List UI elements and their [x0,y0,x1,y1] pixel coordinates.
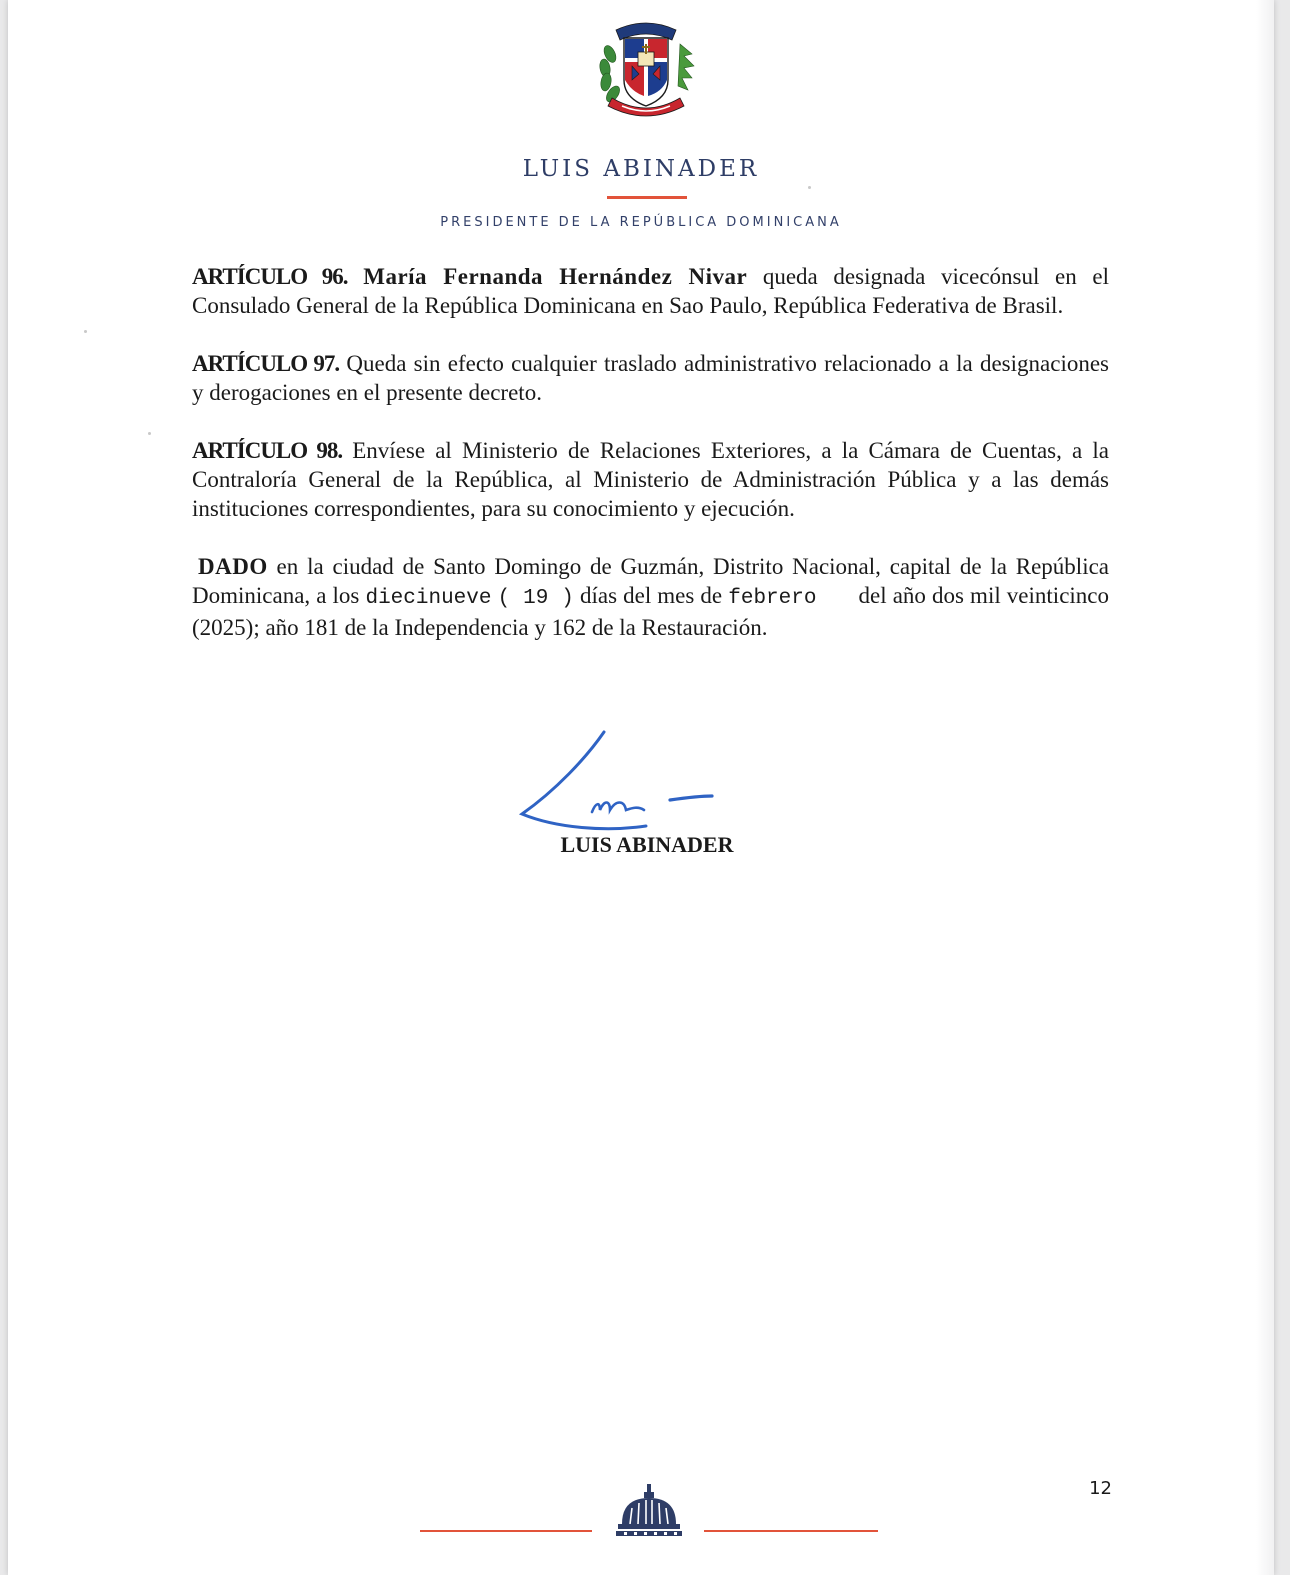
decree-body [192,262,1109,671]
header-subtitle: PRESIDENTE DE LA REPÚBLICA DOMINICANA [440,215,842,230]
article-98-label: ARTÍCULO 98. [192,438,343,463]
dado-clause [192,552,1109,642]
national-palace-dome-icon [616,1484,682,1544]
dado-text-3: del año dos mil veinticinco (2025); año 181 de la Independencia y 162 de la Restauración. [192,583,1109,640]
article-97-text: Queda sin efecto cualquier traslado administrativo relacionado a la designaciones y derogaciones en el presente decreto. [192,351,1109,405]
article-96-person: María Fernanda Hernández Nivar [363,264,748,289]
document-page [8,0,1274,1575]
page-number: 12 [1089,1478,1112,1499]
scan-speck [808,186,811,189]
dado-text-1: en la ciudad de Santo Domingo de Guzmán, Distrito Nacional, capital de la República Dominicana, a los [192,554,1109,608]
article-96 [192,262,1109,320]
signatory-name: LUIS ABINADER [560,832,734,857]
article-96-label: ARTÍCULO 96. [192,264,348,289]
scan-speck [148,432,151,435]
dado-month: febrero [728,587,817,610]
handwritten-signature [516,728,720,832]
page-edge [1256,0,1274,1575]
header-accent-rule [607,196,687,199]
header-president-name: LUIS ABINADER [522,156,760,182]
dado-day-word: diecinueve [365,587,492,610]
article-97-label: ARTÍCULO 97. [192,351,340,376]
dado-day-number: ( 19 ) [497,587,574,610]
article-97 [192,349,1109,407]
dominican-coat-of-arms-icon [592,14,700,122]
dado-label: DADO [198,554,268,579]
footer-rule-right [704,1530,878,1532]
footer-rule-left [420,1530,592,1532]
article-98-text: Envíese al Ministerio de Relaciones Exteriores, a la Cámara de Cuentas, a la Contraloría General de la República, al Ministerio de Administración Pública y a las demás instituciones correspondientes, para su conocimiento y ejecución. [192,438,1109,521]
article-96-text: queda designada vicecónsul en el Consulado General de la República Dominicana en Sao Paulo, República Federativa de Brasil. [192,264,1110,318]
article-98 [192,436,1109,523]
dado-text-2: días del mes de [573,583,729,608]
scan-speck [84,330,87,333]
